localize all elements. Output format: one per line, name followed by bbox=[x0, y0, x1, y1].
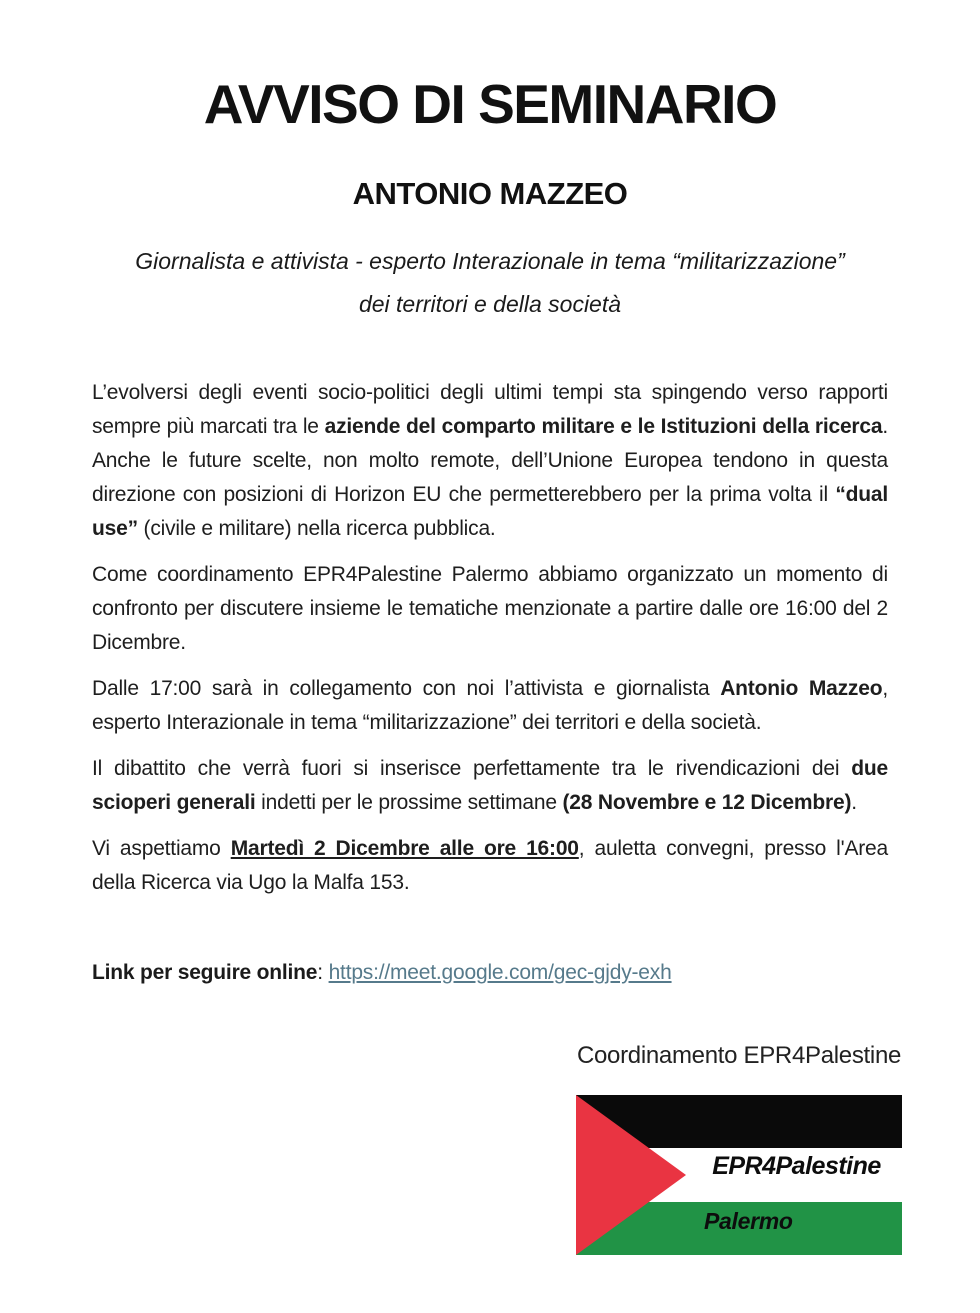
text-run: Il dibattito che verrà fuori si inserisce perfettamente tra le rivendicazioni dei bbox=[92, 757, 852, 780]
text-run: aziende del comparto militare e le Istituzioni della ricerca bbox=[324, 415, 883, 438]
palestine-flag-logo bbox=[576, 1095, 902, 1255]
paragraph-dibattito bbox=[92, 752, 888, 820]
text-run: : bbox=[317, 961, 329, 984]
text-run: Come coordinamento EPR4Palestine Palermo abbiamo organizzato un momento di confronto per discutere insieme le tematiche menzionate a partire dalle ore 16:00 del 2 Dicembre. bbox=[92, 563, 888, 654]
text-run: Antonio Mazzeo bbox=[720, 677, 883, 700]
text-run: . Anche le future scelte, non molto remote, dell’Unione Europea tendono in questa direzione con posizioni di Horizon EU che permetterebbero per la prima volta il bbox=[92, 415, 889, 506]
text-run: “dual use” bbox=[92, 483, 888, 540]
text-run: , auletta convegni, presso l'Area della Ricerca via Ugo la Malfa 153. bbox=[92, 837, 888, 894]
footer bbox=[576, 1042, 902, 1255]
text-run: Vi aspettiamo bbox=[92, 837, 231, 860]
text-run: (28 Novembre e 12 Dicembre) bbox=[562, 791, 852, 814]
text-run: (civile e militare) nella ricerca pubblica. bbox=[137, 517, 496, 540]
online-link-line bbox=[92, 956, 888, 990]
text-run: Martedì 2 Dicembre alle ore 16:00 bbox=[230, 837, 579, 860]
flag-label-epr4palestine: EPR4Palestine bbox=[712, 1152, 881, 1180]
speaker-description-line2: dei territori e della società bbox=[358, 291, 622, 317]
speaker-name: ANTONIO MAZZEO bbox=[352, 176, 628, 211]
paragraph-appuntamento bbox=[92, 832, 888, 900]
speaker-description-line1: Giornalista e attivista - esperto Interazionale in tema “militarizzazione” bbox=[135, 248, 845, 274]
paragraph-organizzazione bbox=[92, 558, 888, 660]
text-run: , esperto Interazionale in tema “militarizzazione” dei territori e della società. bbox=[92, 677, 888, 734]
text-run: Link per seguire online bbox=[92, 961, 318, 984]
footer-caption: Coordinamento EPR4Palestine bbox=[576, 1042, 902, 1069]
text-run: Dalle 17:00 sarà in collegamento con noi l’attivista e giornalista bbox=[92, 677, 721, 700]
flag-label-palermo: Palermo bbox=[704, 1208, 793, 1234]
text-run: due scioperi generali bbox=[92, 757, 888, 814]
text-run: indetti per le prossime settimane bbox=[255, 791, 563, 814]
text-run: . bbox=[851, 791, 857, 814]
page-title: AVVISO DI SEMINARIO bbox=[203, 73, 777, 135]
text-run: L’evolversi degli eventi socio-politici degli ultimi tempi sta spingendo verso rapporti sempre più marcati tra le bbox=[92, 381, 888, 438]
speaker-description bbox=[92, 240, 888, 326]
meet-link[interactable]: https://meet.google.com/gec-gjdy-exh bbox=[328, 961, 672, 984]
paragraph-intro bbox=[92, 376, 888, 546]
paragraph-collegamento bbox=[92, 672, 888, 740]
body-text bbox=[92, 376, 888, 900]
